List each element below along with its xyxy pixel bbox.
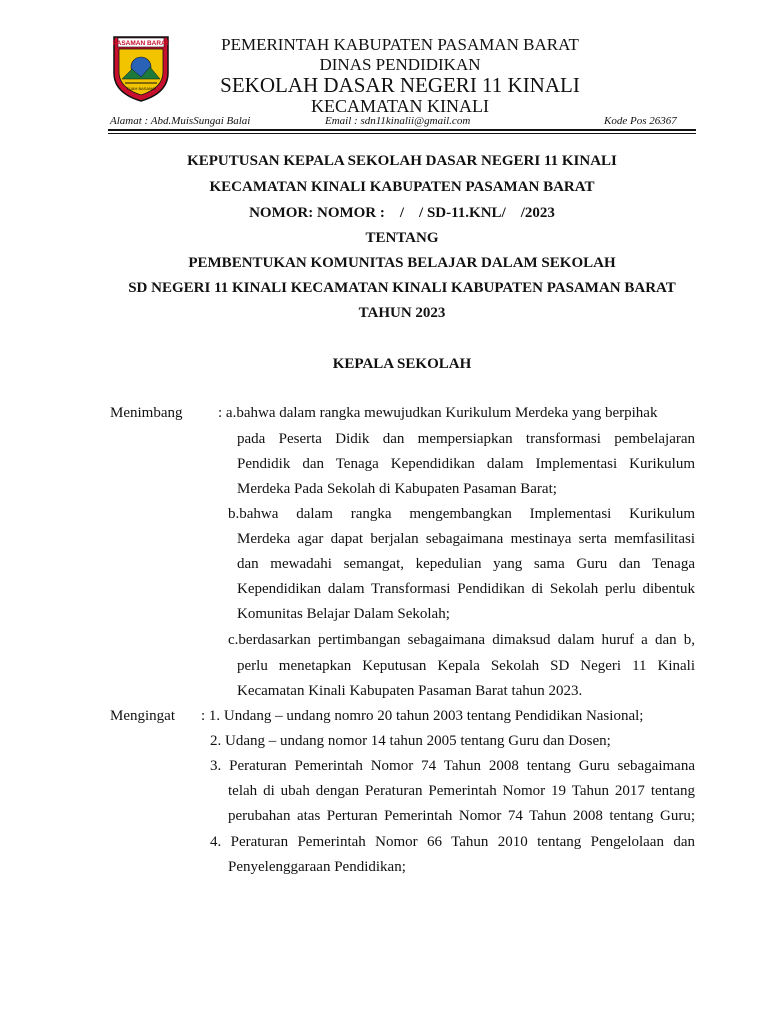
decree-about: TENTANG [365, 230, 439, 246]
letterhead-address: Alamat : Abd.MuisSungai Balai [110, 115, 251, 127]
mengingat-line: 2. Udang – undang nomor 14 tahun 2005 tentang Guru dan Dosen; [210, 733, 611, 749]
letterhead-government: PEMERINTAH KABUPATEN PASAMAN BARAT [221, 35, 579, 54]
decree-subject-line2: SD NEGERI 11 KINALI KECAMATAN KINALI KABUPATEN PASAMAN BARAT [128, 280, 676, 296]
decree-authority: KEPALA SEKOLAH [332, 356, 472, 372]
mengingat-line: perubahan atas Perturan Pemerintah Nomor 74 Tahun 2008 tentang Guru; [228, 808, 695, 824]
mengingat-line: : 1. Undang – undang nomro 20 tahun 2003 tentang Pendidikan Nasional; [201, 708, 644, 724]
letterhead-rule-thin [108, 133, 696, 134]
decree-title-line1: KEPUTUSAN KEPALA SEKOLAH DASAR NEGERI 11 KINALI [187, 153, 617, 169]
mengingat-line: 4. Peraturan Pemerintah Nomor 66 Tahun 2010 tentang Pengelolaan dan [210, 834, 695, 850]
logo-text-bottom: TUAH BASAMO [126, 86, 156, 91]
decree-year: TAHUN 2023 [358, 305, 446, 321]
decree-subject-line1: PEMBENTUKAN KOMUNITAS BELAJAR DALAM SEKOLAH [188, 255, 616, 271]
menimbang-line: perlu menetapkan Keputusan Kepala Sekolah SD Negeri 11 Kinali [237, 658, 695, 674]
menimbang-line: b.bahwa dalam rangka mengembangkan Implementasi Kurikulum [228, 506, 695, 522]
letterhead-rule-thick [108, 129, 696, 131]
menimbang-line: pada Peserta Didik dan mempersiapkan transformasi pembelajaran [237, 431, 695, 447]
letterhead-email: Email : sdn11kinalii@gmail.com [325, 115, 471, 127]
menimbang-line: : a.bahwa dalam rangka mewujudkan Kurikulum Merdeka yang berpihak [218, 405, 658, 421]
letterhead-school: SEKOLAH DASAR NEGERI 11 KINALI [220, 73, 580, 97]
letterhead-district: KECAMATAN KINALI [310, 96, 490, 116]
mengingat-line: 3. Peraturan Pemerintah Nomor 74 Tahun 2008 tentang Guru sebagaimana [210, 758, 695, 774]
menimbang-line: Komunitas Belajar Dalam Sekolah; [237, 606, 450, 622]
section-label-menimbang: Menimbang [110, 405, 183, 421]
menimbang-line: Merdeka Pada Sekolah di Kabupaten Pasaman Barat; [237, 481, 557, 497]
decree-title-line2: KECAMATAN KINALI KABUPATEN PASAMAN BARAT [209, 179, 595, 195]
section-label-mengingat: Mengingat [110, 708, 175, 724]
logo-text-top: PASAMAN BARAT [112, 40, 170, 47]
letterhead-office: DINAS PENDIDIKAN [319, 55, 481, 74]
menimbang-line: Pendidik dan Tenaga Kependidikan dalam Implementasi Kurikulum [237, 456, 695, 472]
mengingat-line: telah di ubah dengan Peraturan Pemerintah Nomor 19 Tahun 2017 tentang [228, 783, 695, 799]
menimbang-line: Kependidikan dalam Transformasi Pendidikan di Sekolah perlu dibentuk [237, 581, 695, 597]
letterhead-postcode: Kode Pos 26367 [604, 115, 677, 127]
menimbang-line: Merdeka agar dapat berjalan sebagaimana mestinaya serta memfasilitasi [237, 531, 695, 547]
decree-number: NOMOR: NOMOR : / / SD-11.KNL/ /2023 [249, 205, 555, 221]
menimbang-line: c.berdasarkan pertimbangan sebagaimana dimaksud dalam huruf a dan b, [228, 632, 695, 648]
menimbang-line: Kecamatan Kinali Kabupaten Pasaman Barat tahun 2023. [237, 683, 583, 699]
menimbang-line: dan mewadahi semangat, kepedulian yang sama Guru dan Tenaga [237, 556, 695, 572]
mengingat-line: Penyelenggaraan Pendidikan; [228, 859, 406, 875]
